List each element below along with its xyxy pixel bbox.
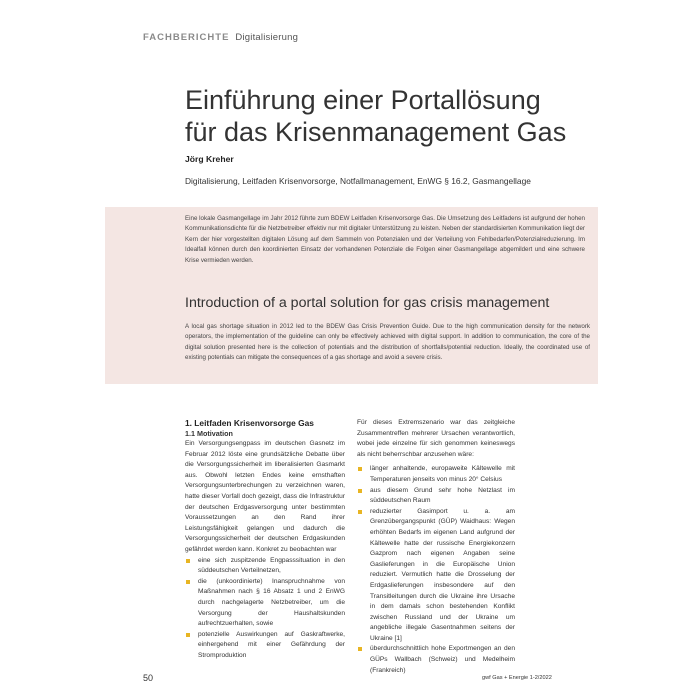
left-bullet-list — [185, 556, 345, 662]
bullet-square-icon — [358, 467, 362, 471]
title-line-2: für das Krisenmanagement Gas — [185, 117, 567, 147]
author: Jörg Kreher — [185, 154, 234, 164]
bullet-square-icon — [358, 510, 362, 514]
bullet-square-icon — [186, 580, 190, 584]
list-item: überdurchschnittlich hohe Exportmengen an den GÜPs Wallbach (Schweiz) und Medelheim (Frankreich) — [357, 644, 515, 676]
abstract-english-title: Introduction of a portal solution for gas crisis management — [185, 295, 550, 311]
page-number: 50 — [143, 673, 154, 683]
bullet-square-icon — [186, 633, 190, 637]
article-title — [185, 84, 605, 148]
section-heading: 1. Leitfaden Krisenvorsorge Gas — [185, 418, 314, 428]
magazine-footer: gwf Gas + Energie 1-2/2022 — [482, 675, 552, 681]
bullet-square-icon — [358, 489, 362, 493]
abstract-german: Eine lokale Gasmangellage im Jahr 2012 führte zum BDEW Leitfaden Krisenvorsorge Gas. Die Umsetzung des Leitfadens ist aufgrund der hohen Kommunikationsdichte für die Netzbetreiber effektiv nur mit digitaler Unterstützung zu leisten. Neben der standardisierten Kommunikation liegt der Kern der hier vorgestellten digitalen Lösung auf dem Sammeln von Potenzialen und der Verteilung von Fehlbedarfen/Potenzialreduzierung. Im Idealfall können durch den koordinierten Einsatz der vorhandenen Potenziale die Folgen einer Gasmangellage abgemildert und eine schwere Krise vermieden werden. — [185, 215, 585, 264]
subsection-heading: 1.1 Motivation — [185, 429, 233, 438]
list-item: aus diesem Grund sehr hohe Netzlast im süddeutschen Raum — [357, 486, 515, 507]
abstract-english: A local gas shortage situation in 2012 led to the BDEW Gas Crisis Prevention Guide. Due to the high communication density for the network operators, the implementation of the guideline can only be effectively achieved with digital support. In addition to communication, the core of the digital solution presented here is the collection of potentials and the distribution of shortfalls/potential reduction. Ideally, the coordinated use of existing potentials can mitigate the consequences of a gas shortage and avoid a severe crisis. — [185, 323, 590, 362]
bullet-square-icon — [186, 559, 190, 563]
list-item: reduzierter Gasimport u. a. am Grenzübergangspunkt (GÜP) Waidhaus: Wegen erhöhten Bedarfs im eigenen Land aufgrund der Kältewelle hatte der russische Energiekonzern Gazprom nach eigenen Angaben seine Gaslieferungen in die Europäische Union reduziert. Vermutlich hatte die Drosselung der Erdgaslieferungen insbesondere auf den Transitleitungen durch die Ukraine ihre Ursache in dem damals schon bestehenden Konflikt zwischen Russland und der Ukraine um angebliche illegale Gasentnahmen seitens der Ukraine [1] — [357, 507, 515, 645]
bullet-square-icon — [358, 647, 362, 651]
right-paragraph: Für dieses Extremszenario war das zeitgleiche Zusammentreffen mehrerer Ursachen verantwortlich, wobei jede einzelne für sich genommen keineswegs als nicht beherrschbar anzusehen wäre: — [357, 419, 515, 458]
list-item: länger anhaltende, europaweite Kältewelle mit Temperaturen jenseits von minus 20° Celsius — [357, 464, 515, 485]
abstract-box — [105, 207, 598, 384]
list-item: potenzielle Auswirkungen auf Gaskraftwerke, einhergehend mit einer Gefährdung der Stromproduktion — [185, 630, 345, 662]
list-item: eine sich zuspitzende Engpasssituation in den süddeutschen Verteilnetzen, — [185, 556, 345, 577]
title-line-1: Einführung einer Portallösung — [185, 85, 541, 115]
section-header — [143, 32, 298, 43]
keywords: Digitalisierung, Leitfaden Krisenvorsorge, Notfallmanagement, EnWG § 16.2, Gasmangellage — [185, 176, 531, 186]
right-bullet-list — [357, 464, 515, 676]
right-column — [357, 418, 515, 676]
list-item: die (unkoordinierte) Inanspruchnahme von Maßnahmen nach § 16 Absatz 1 und 2 EnWG durch nachgelagerte Netzbetreiber, um die Versorgung der Haushaltskunden aufrechtzuerhalten, sowie — [185, 577, 345, 630]
left-column — [185, 418, 345, 661]
topic-label: Digitalisierung — [235, 32, 299, 43]
left-paragraph: Ein Versorgungsengpass im deutschen Gasnetz im Februar 2012 löste eine grundsätzliche Debatte über die Versorgungssicherheit im liberalisierten Gasmarkt aus. Obwohl letzten Endes keine ernsthaften Versorgungsunterbrechungen zu verzeichnen waren, hatte dieser Vorfall doch gezeigt, dass die Infrastruktur der deutschen Erdgasversorgung unter bestimmten Voraussetzungen an den Rand ihrer Leistungsfähigkeit gelangen und dadurch die Versorgungssicherheit der deutschen Erdgaskunden gefährdet werden kann. Konkret zu beobachten war — [185, 440, 345, 553]
section-label: FACHBERICHTE — [143, 32, 230, 43]
